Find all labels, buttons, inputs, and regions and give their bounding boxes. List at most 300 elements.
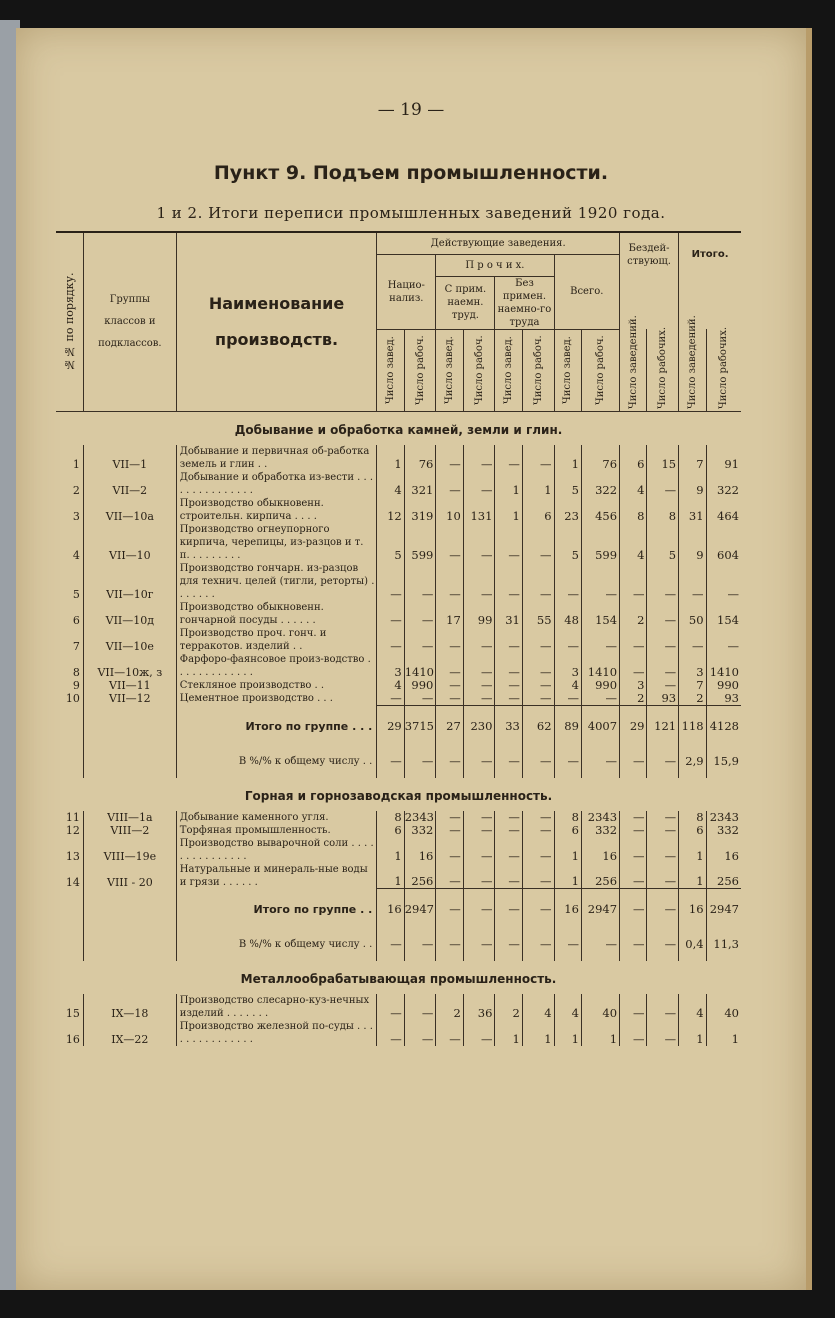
subheader-sub-rabochikh-9: Число рабочих. bbox=[647, 329, 679, 411]
row-value: — bbox=[404, 1020, 436, 1046]
row-value: — bbox=[436, 837, 463, 863]
header-itogo: Итого. bbox=[679, 232, 741, 276]
row-value: 48 bbox=[554, 601, 581, 627]
row-value: — bbox=[463, 445, 495, 471]
section-header bbox=[56, 961, 741, 994]
total-value: 2947 bbox=[581, 889, 619, 925]
total-value: 230 bbox=[463, 705, 495, 741]
row-value: 93 bbox=[706, 692, 741, 706]
row-value: 31 bbox=[495, 601, 522, 627]
row-value: — bbox=[522, 523, 554, 562]
row-value: — bbox=[436, 811, 463, 824]
header-active: Действующие заведения. bbox=[377, 232, 620, 254]
table-row bbox=[56, 863, 741, 889]
total-value: — bbox=[463, 889, 495, 925]
row-value: — bbox=[436, 653, 463, 679]
table-row bbox=[56, 679, 741, 692]
header-no: №№ по порядку. bbox=[56, 232, 83, 411]
total-value: 16 bbox=[679, 889, 706, 925]
subheader-sub-zavedeniy-8: Число заведений. bbox=[620, 329, 647, 411]
row-group: VII—12 bbox=[83, 692, 176, 706]
row-value: 31 bbox=[679, 497, 706, 523]
row-number: 6 bbox=[72, 613, 80, 627]
row-value: — bbox=[581, 562, 619, 601]
row-value: 3 bbox=[679, 653, 706, 679]
row-group: VII—10ж, з bbox=[83, 653, 176, 679]
row-value: 6 bbox=[377, 824, 404, 837]
row-value: 1 bbox=[554, 1020, 581, 1046]
row-value: — bbox=[495, 523, 522, 562]
row-value: 2343 bbox=[706, 811, 741, 824]
row-value: 16 bbox=[404, 837, 436, 863]
total-value: — bbox=[495, 889, 522, 925]
total-value: 2947 bbox=[404, 889, 436, 925]
row-value: 40 bbox=[706, 994, 741, 1020]
row-group: VII—10а bbox=[83, 497, 176, 523]
row-value: 604 bbox=[706, 523, 741, 562]
row-value: 2 bbox=[620, 692, 647, 706]
row-value: — bbox=[404, 627, 436, 653]
row-group: VII—2 bbox=[83, 471, 176, 497]
total-value: 62 bbox=[522, 705, 554, 741]
row-value: 2343 bbox=[581, 811, 619, 824]
row-name: Производство слесарно-куз-нечных изделий . . . . . . . bbox=[176, 994, 377, 1020]
row-value: — bbox=[377, 562, 404, 601]
pct-value: — bbox=[554, 741, 581, 778]
census-table bbox=[56, 231, 741, 1046]
row-value: 8 bbox=[620, 497, 647, 523]
row-value: — bbox=[495, 653, 522, 679]
total-value: — bbox=[436, 889, 463, 925]
row-name: Добывание каменного угля. bbox=[176, 811, 377, 824]
row-value: — bbox=[404, 692, 436, 706]
row-value: 6 bbox=[679, 824, 706, 837]
row-value: 23 bbox=[554, 497, 581, 523]
section-header bbox=[56, 778, 741, 811]
row-value: — bbox=[463, 653, 495, 679]
pct-blank bbox=[56, 741, 83, 778]
subheader-sub-zavedeniy-10: Число заведений. bbox=[679, 329, 706, 411]
row-value: 4 bbox=[620, 471, 647, 497]
header-groups: Группы классов и подклассов. bbox=[83, 232, 176, 411]
row-number: 4 bbox=[72, 548, 80, 562]
row-value: — bbox=[404, 562, 436, 601]
row-value: — bbox=[647, 1020, 679, 1046]
row-value: — bbox=[495, 679, 522, 692]
row-number: 1 bbox=[72, 457, 80, 471]
pct-value: — bbox=[522, 924, 554, 961]
row-value: — bbox=[436, 445, 463, 471]
row-value: 319 bbox=[404, 497, 436, 523]
row-value: 55 bbox=[522, 601, 554, 627]
row-number: 11 bbox=[65, 810, 80, 824]
subheader-sub-zaved-4: Число завед. bbox=[495, 329, 522, 411]
pct-value: — bbox=[647, 924, 679, 961]
row-value: — bbox=[436, 471, 463, 497]
row-value: 17 bbox=[436, 601, 463, 627]
table-row bbox=[56, 471, 741, 497]
row-value: — bbox=[522, 811, 554, 824]
row-value: 1 bbox=[495, 497, 522, 523]
row-number: 5 bbox=[72, 587, 80, 601]
row-value: — bbox=[522, 562, 554, 601]
row-value: 16 bbox=[706, 837, 741, 863]
row-value: — bbox=[522, 824, 554, 837]
pct-value: — bbox=[404, 924, 436, 961]
table-row bbox=[56, 627, 741, 653]
row-value: 12 bbox=[377, 497, 404, 523]
pct-value: — bbox=[404, 741, 436, 778]
header-idle: Бездей-ствующ. bbox=[620, 232, 679, 276]
row-value: 6 bbox=[554, 824, 581, 837]
row-value: — bbox=[679, 627, 706, 653]
row-value: — bbox=[647, 562, 679, 601]
row-group: VIII - 20 bbox=[83, 863, 176, 889]
row-value: — bbox=[495, 562, 522, 601]
row-value: 16 bbox=[581, 837, 619, 863]
row-group: VII—10е bbox=[83, 627, 176, 653]
total-blank bbox=[83, 705, 176, 741]
row-value: 5 bbox=[554, 471, 581, 497]
row-value: — bbox=[463, 1020, 495, 1046]
row-value: 1 bbox=[377, 837, 404, 863]
row-value: 4 bbox=[620, 523, 647, 562]
subheader-sub-zaved-6: Число завед. bbox=[554, 329, 581, 411]
row-value: 5 bbox=[554, 523, 581, 562]
row-value: 4 bbox=[679, 994, 706, 1020]
row-value: 599 bbox=[581, 523, 619, 562]
row-value: 2 bbox=[436, 994, 463, 1020]
row-value: — bbox=[581, 627, 619, 653]
subheader-sub-zaved-0: Число завед. bbox=[377, 329, 404, 411]
row-value: — bbox=[463, 824, 495, 837]
row-name: Производство железной по-суды . . . . . . . . . . . . . . . bbox=[176, 1020, 377, 1046]
row-value: 5 bbox=[377, 523, 404, 562]
row-value: 464 bbox=[706, 497, 741, 523]
row-value: — bbox=[377, 692, 404, 706]
row-value: — bbox=[495, 445, 522, 471]
row-value: 1 bbox=[679, 863, 706, 889]
row-value: 4 bbox=[377, 679, 404, 692]
pct-value: 11,3 bbox=[706, 924, 741, 961]
page-title: Пункт 9. Подъем промышленности. bbox=[213, 162, 609, 184]
row-value: 1 bbox=[522, 1020, 554, 1046]
header-natsional: Нацио-нализ. bbox=[377, 254, 436, 329]
row-value: — bbox=[554, 692, 581, 706]
row-value: 76 bbox=[581, 445, 619, 471]
row-value: — bbox=[522, 692, 554, 706]
row-value: — bbox=[463, 692, 495, 706]
row-value: — bbox=[377, 627, 404, 653]
table-row bbox=[56, 692, 741, 706]
row-group: VII—11 bbox=[83, 679, 176, 692]
row-value: 456 bbox=[581, 497, 619, 523]
total-label: Итого по группе . . . bbox=[176, 705, 377, 741]
header-vsego: Всего. bbox=[554, 254, 620, 329]
row-value: — bbox=[463, 627, 495, 653]
row-value: 1 bbox=[554, 837, 581, 863]
table-row bbox=[56, 811, 741, 824]
row-value: 321 bbox=[404, 471, 436, 497]
row-number: 3 bbox=[72, 509, 80, 523]
pct-label: В %/% к общему числу . . bbox=[176, 741, 377, 778]
pct-value: — bbox=[581, 741, 619, 778]
row-value: 256 bbox=[706, 863, 741, 889]
group-percent-row bbox=[56, 924, 741, 961]
total-value: 16 bbox=[377, 889, 404, 925]
pct-label: В %/% к общему числу . . bbox=[176, 924, 377, 961]
pct-value: — bbox=[463, 924, 495, 961]
row-value: — bbox=[436, 562, 463, 601]
row-value: 3 bbox=[377, 653, 404, 679]
row-value: — bbox=[522, 837, 554, 863]
row-number: 13 bbox=[65, 849, 80, 863]
subheader-sub-rab-7: Число рабоч. bbox=[581, 329, 619, 411]
total-value: — bbox=[647, 889, 679, 925]
row-value: — bbox=[495, 811, 522, 824]
row-value: — bbox=[522, 445, 554, 471]
row-value: — bbox=[620, 863, 647, 889]
row-value: — bbox=[436, 523, 463, 562]
row-value: — bbox=[554, 627, 581, 653]
row-value: — bbox=[581, 692, 619, 706]
row-number: 16 bbox=[65, 1033, 80, 1046]
pct-value: — bbox=[436, 924, 463, 961]
section-title: Горная и горнозаводская промышленность. bbox=[244, 788, 553, 803]
row-value: — bbox=[620, 994, 647, 1020]
row-value: — bbox=[706, 627, 741, 653]
total-label: Итого по группе . . bbox=[176, 889, 377, 925]
row-value: 990 bbox=[706, 679, 741, 692]
total-blank bbox=[56, 705, 83, 741]
row-value: 4 bbox=[554, 994, 581, 1020]
row-value: 8 bbox=[647, 497, 679, 523]
row-group: IX—22 bbox=[83, 1020, 176, 1046]
row-value: — bbox=[647, 994, 679, 1020]
row-value: — bbox=[404, 994, 436, 1020]
pct-value: — bbox=[522, 741, 554, 778]
pct-value: — bbox=[647, 741, 679, 778]
total-value: 33 bbox=[495, 705, 522, 741]
table-row bbox=[56, 824, 741, 837]
subheader-sub-rab-3: Число рабоч. bbox=[463, 329, 495, 411]
row-value: 322 bbox=[706, 471, 741, 497]
row-value: 3 bbox=[620, 679, 647, 692]
row-value: 1 bbox=[377, 863, 404, 889]
row-value: 8 bbox=[679, 811, 706, 824]
row-value: 1 bbox=[495, 471, 522, 497]
row-value: 1 bbox=[522, 471, 554, 497]
row-value: 76 bbox=[404, 445, 436, 471]
row-value: — bbox=[404, 601, 436, 627]
row-value: 256 bbox=[404, 863, 436, 889]
document-page bbox=[16, 28, 812, 1290]
total-value: 4128 bbox=[706, 705, 741, 741]
pct-value: — bbox=[620, 924, 647, 961]
row-value: — bbox=[620, 1020, 647, 1046]
row-name: Производство обыкновенн. строительн. кирпича . . . . bbox=[176, 497, 377, 523]
table-row bbox=[56, 601, 741, 627]
row-value: 322 bbox=[581, 471, 619, 497]
row-value: — bbox=[495, 863, 522, 889]
row-name: Фарфоро-фаянсовое произ-водство . . . . . . . . . . . . . bbox=[176, 653, 377, 679]
row-name: Производство проч. гонч. и терракотов. изделий . . bbox=[176, 627, 377, 653]
row-value: 7 bbox=[679, 445, 706, 471]
row-value: 93 bbox=[647, 692, 679, 706]
total-blank bbox=[56, 889, 83, 925]
pct-value: 0,4 bbox=[679, 924, 706, 961]
row-number: 12 bbox=[65, 823, 80, 837]
total-value: — bbox=[522, 889, 554, 925]
pct-value: — bbox=[377, 741, 404, 778]
row-group: VIII—19е bbox=[83, 837, 176, 863]
row-value: 1 bbox=[377, 445, 404, 471]
table-row bbox=[56, 1020, 741, 1046]
row-value: 7 bbox=[679, 679, 706, 692]
pct-blank bbox=[83, 924, 176, 961]
row-value: — bbox=[436, 824, 463, 837]
row-value: — bbox=[647, 811, 679, 824]
table-row bbox=[56, 653, 741, 679]
group-total-row bbox=[56, 889, 741, 925]
row-value: 599 bbox=[404, 523, 436, 562]
row-value: — bbox=[620, 824, 647, 837]
row-value: — bbox=[554, 562, 581, 601]
row-value: — bbox=[463, 679, 495, 692]
page-subtitle: 1 и 2. Итоги переписи промышленных заведений 1920 года. bbox=[156, 204, 666, 222]
pct-value: — bbox=[620, 741, 647, 778]
row-value: — bbox=[706, 562, 741, 601]
row-value: — bbox=[436, 1020, 463, 1046]
row-value: — bbox=[436, 863, 463, 889]
row-value: 5 bbox=[647, 523, 679, 562]
row-value: — bbox=[436, 627, 463, 653]
row-name: Производство гончарн. из-разцов для технич. целей (тигли, реторты) . . . . . . . bbox=[176, 562, 377, 601]
row-value: — bbox=[647, 679, 679, 692]
pct-value: — bbox=[554, 924, 581, 961]
row-name: Торфяная промышленность. bbox=[176, 824, 377, 837]
row-value: — bbox=[522, 679, 554, 692]
row-value: — bbox=[495, 837, 522, 863]
section-title: Металлообрабатывающая промышленность. bbox=[240, 972, 557, 986]
row-value: — bbox=[647, 471, 679, 497]
row-value: 9 bbox=[679, 471, 706, 497]
row-value: 10 bbox=[436, 497, 463, 523]
row-value: 1 bbox=[679, 837, 706, 863]
row-number: 15 bbox=[65, 1007, 80, 1020]
row-value: 36 bbox=[463, 994, 495, 1020]
row-value: 99 bbox=[463, 601, 495, 627]
row-value: 40 bbox=[581, 994, 619, 1020]
row-value: — bbox=[647, 837, 679, 863]
row-value: 1 bbox=[679, 1020, 706, 1046]
row-value: — bbox=[522, 863, 554, 889]
row-value: 1 bbox=[706, 1020, 741, 1046]
row-group: VII—10 bbox=[83, 523, 176, 562]
row-value: 256 bbox=[581, 863, 619, 889]
row-value: — bbox=[620, 653, 647, 679]
row-value: — bbox=[620, 811, 647, 824]
total-value: 89 bbox=[554, 705, 581, 741]
row-value: — bbox=[495, 824, 522, 837]
row-value: 9 bbox=[679, 523, 706, 562]
row-group: VII—10д bbox=[83, 601, 176, 627]
row-value: — bbox=[436, 692, 463, 706]
total-value: 3715 bbox=[404, 705, 436, 741]
row-number: 7 bbox=[72, 639, 80, 653]
row-value: 131 bbox=[463, 497, 495, 523]
row-value: — bbox=[463, 562, 495, 601]
row-value: 50 bbox=[679, 601, 706, 627]
row-value: 1410 bbox=[404, 653, 436, 679]
total-value: 2947 bbox=[706, 889, 741, 925]
row-value: 4 bbox=[522, 994, 554, 1020]
table-row bbox=[56, 994, 741, 1020]
subheader-sub-rab-1: Число рабоч. bbox=[404, 329, 436, 411]
pct-value: — bbox=[581, 924, 619, 961]
row-group: VIII—2 bbox=[83, 824, 176, 837]
row-value: 91 bbox=[706, 445, 741, 471]
group-total-row bbox=[56, 705, 741, 741]
total-value: 118 bbox=[679, 705, 706, 741]
row-name: Натуральные и минераль-ные воды и грязи . . . . . . bbox=[176, 863, 377, 889]
pct-value: — bbox=[495, 741, 522, 778]
row-value: 15 bbox=[647, 445, 679, 471]
row-value: 2 bbox=[495, 994, 522, 1020]
row-value: — bbox=[463, 863, 495, 889]
row-group: VIII—1а bbox=[83, 811, 176, 824]
table-row bbox=[56, 562, 741, 601]
total-value: — bbox=[620, 889, 647, 925]
row-value: 2 bbox=[679, 692, 706, 706]
row-value: — bbox=[436, 679, 463, 692]
total-value: 121 bbox=[647, 705, 679, 741]
row-value: — bbox=[522, 627, 554, 653]
row-value: — bbox=[620, 627, 647, 653]
subheader-sub-zaved-2: Число завед. bbox=[436, 329, 463, 411]
row-value: — bbox=[647, 863, 679, 889]
pct-value: — bbox=[463, 741, 495, 778]
pct-blank bbox=[56, 924, 83, 961]
row-name: Производство огнеупорного кирпича, черепицы, из-разцов и т. п. . . . . . . . . bbox=[176, 523, 377, 562]
header-with-hired: С прим. наемн. труд. bbox=[436, 276, 495, 329]
row-number: 10 bbox=[65, 692, 80, 705]
row-value: 332 bbox=[706, 824, 741, 837]
header-without-hired: Без примен. наемно-го труда bbox=[495, 276, 554, 329]
row-value: 4 bbox=[554, 679, 581, 692]
row-value: — bbox=[647, 627, 679, 653]
row-group: IX—18 bbox=[83, 994, 176, 1020]
row-value: — bbox=[522, 653, 554, 679]
total-value: 4007 bbox=[581, 705, 619, 741]
row-value: — bbox=[647, 824, 679, 837]
pct-value: 2,9 bbox=[679, 741, 706, 778]
row-value: — bbox=[463, 523, 495, 562]
row-value: 1410 bbox=[581, 653, 619, 679]
subheader-sub-rabochikh-11: Число рабочих. bbox=[706, 329, 741, 411]
row-value: — bbox=[495, 627, 522, 653]
table-row bbox=[56, 523, 741, 562]
row-value: 6 bbox=[620, 445, 647, 471]
row-value: 990 bbox=[404, 679, 436, 692]
section-header bbox=[56, 411, 741, 445]
row-value: 154 bbox=[581, 601, 619, 627]
pct-blank bbox=[83, 741, 176, 778]
row-number: 8 bbox=[72, 665, 80, 679]
table-row bbox=[56, 497, 741, 523]
row-value: — bbox=[495, 692, 522, 706]
group-percent-row bbox=[56, 741, 741, 778]
